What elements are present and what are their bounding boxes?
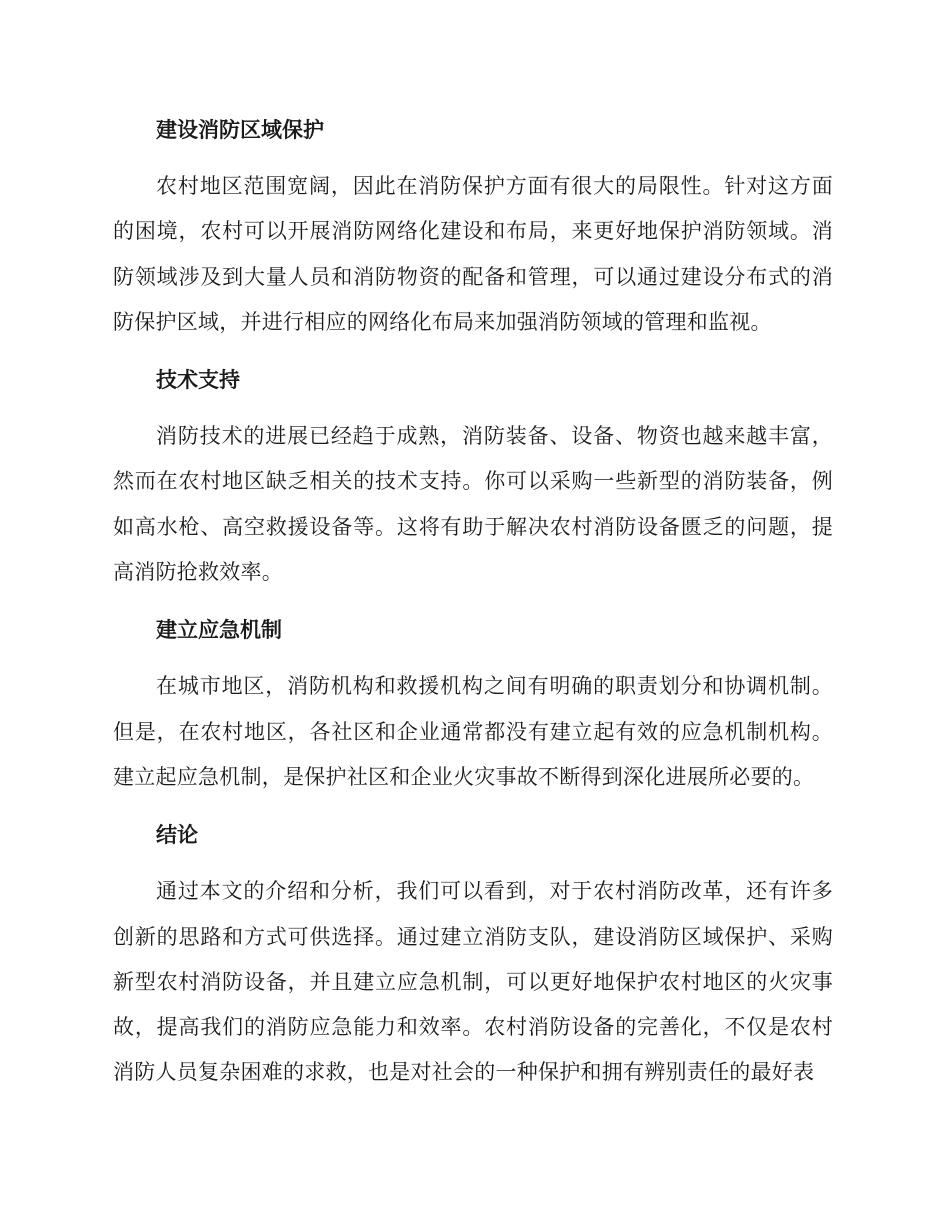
section-heading-emergency-mechanism: 建立应急机制	[156, 618, 282, 643]
document-page	[113, 108, 833, 1096]
section-heading-conclusion: 结论	[156, 823, 198, 848]
section-paragraph-conclusion: 通过本文的介绍和分析，我们可以看到，对于农村消防改革，还有许多创新的思路和方式可供选择。通过建立消防支队，建设消防区域保护、采购新型农村消防设备，并且建立应急机制，可以更好地保护农村地区的火灾事故，提高我们的消防应急能力和效率。农村消防设备的完善化，不仅是农村消防人员复杂困难的求救，也是对社会的一种保护和拥有辨别责任的最好表	[113, 879, 833, 1085]
section-paragraph-emergency-mechanism: 在城市地区，消防机构和救援机构之间有明确的职责划分和协调机制。但是，在农村地区，各社区和企业通常都没有建立起有效的应急机制机构。建立起应急机制，是保护社区和企业火灾事故不断得到深化进展所必要的。	[113, 674, 833, 789]
section-paragraph-technical-support: 消防技术的进展已经趋于成熟，消防装备、设备、物资也越来越丰富，然而在农村地区缺乏相关的技术支持。你可以采购一些新型的消防装备，例如高水枪、高空救援设备等。这将有助于解决农村消防设备匮乏的问题，提高消防抢救效率。	[113, 424, 833, 585]
section-heading-fire-zone-protection: 建设消防区域保护	[156, 118, 324, 142]
section-heading-technical-support: 技术支持	[156, 368, 240, 393]
section-paragraph-fire-zone-protection: 农村地区范围宽阔，因此在消防保护方面有很大的局限性。针对这方面的困境，农村可以开展消防网络化建设和布局，来更好地保护消防领域。消防领域涉及到大量人员和消防物资的配备和管理，可以通过建设分布式的消防保护区域，并进行相应的网络化布局来加强消防领域的管理和监视。	[113, 174, 833, 334]
